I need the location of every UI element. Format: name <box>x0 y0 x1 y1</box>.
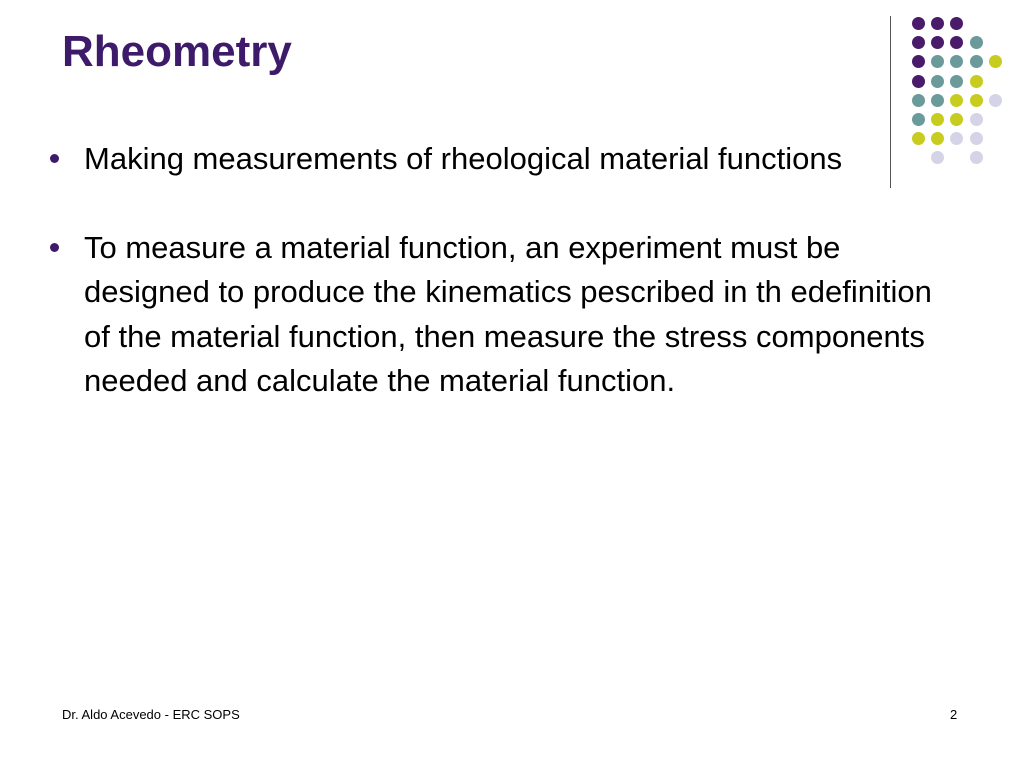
teal-dot-icon <box>970 55 983 68</box>
slide-title: Rheometry <box>62 27 292 76</box>
yellow-dot-icon <box>970 75 983 88</box>
teal-dot-icon <box>912 113 925 126</box>
yellow-dot-icon <box>950 113 963 126</box>
footer-author: Dr. Aldo Acevedo - ERC SOPS <box>62 707 240 722</box>
yellow-dot-icon <box>931 113 944 126</box>
purple-dot-icon <box>912 36 925 49</box>
bullet-text: To measure a material function, an experiment must be designed to produce the kinematics pescribed in th edefinition of the material function, then measure the stress components needed and calculate the material function. <box>84 229 932 398</box>
purple-dot-icon <box>931 17 944 30</box>
bullet-icon <box>50 154 59 163</box>
teal-dot-icon <box>912 94 925 107</box>
teal-dot-icon <box>970 36 983 49</box>
yellow-dot-icon <box>970 94 983 107</box>
purple-dot-icon <box>912 17 925 30</box>
yellow-dot-icon <box>989 55 1002 68</box>
teal-dot-icon <box>931 75 944 88</box>
slide-body <box>48 137 948 448</box>
purple-dot-icon <box>931 36 944 49</box>
teal-dot-icon <box>931 55 944 68</box>
lavender-dot-icon <box>970 113 983 126</box>
lavender-dot-icon <box>970 132 983 145</box>
lavender-dot-icon <box>950 132 963 145</box>
bullet-item <box>48 137 948 182</box>
yellow-dot-icon <box>950 94 963 107</box>
bullet-item <box>48 226 948 404</box>
teal-dot-icon <box>931 94 944 107</box>
purple-dot-icon <box>950 36 963 49</box>
purple-dot-icon <box>912 75 925 88</box>
bullet-icon <box>50 243 59 252</box>
lavender-dot-icon <box>970 151 983 164</box>
teal-dot-icon <box>950 75 963 88</box>
bullet-text: Making measurements of rheological material functions <box>84 141 843 176</box>
teal-dot-icon <box>950 55 963 68</box>
purple-dot-icon <box>912 55 925 68</box>
lavender-dot-icon <box>989 94 1002 107</box>
page-number: 2 <box>950 707 958 722</box>
purple-dot-icon <box>950 17 963 30</box>
